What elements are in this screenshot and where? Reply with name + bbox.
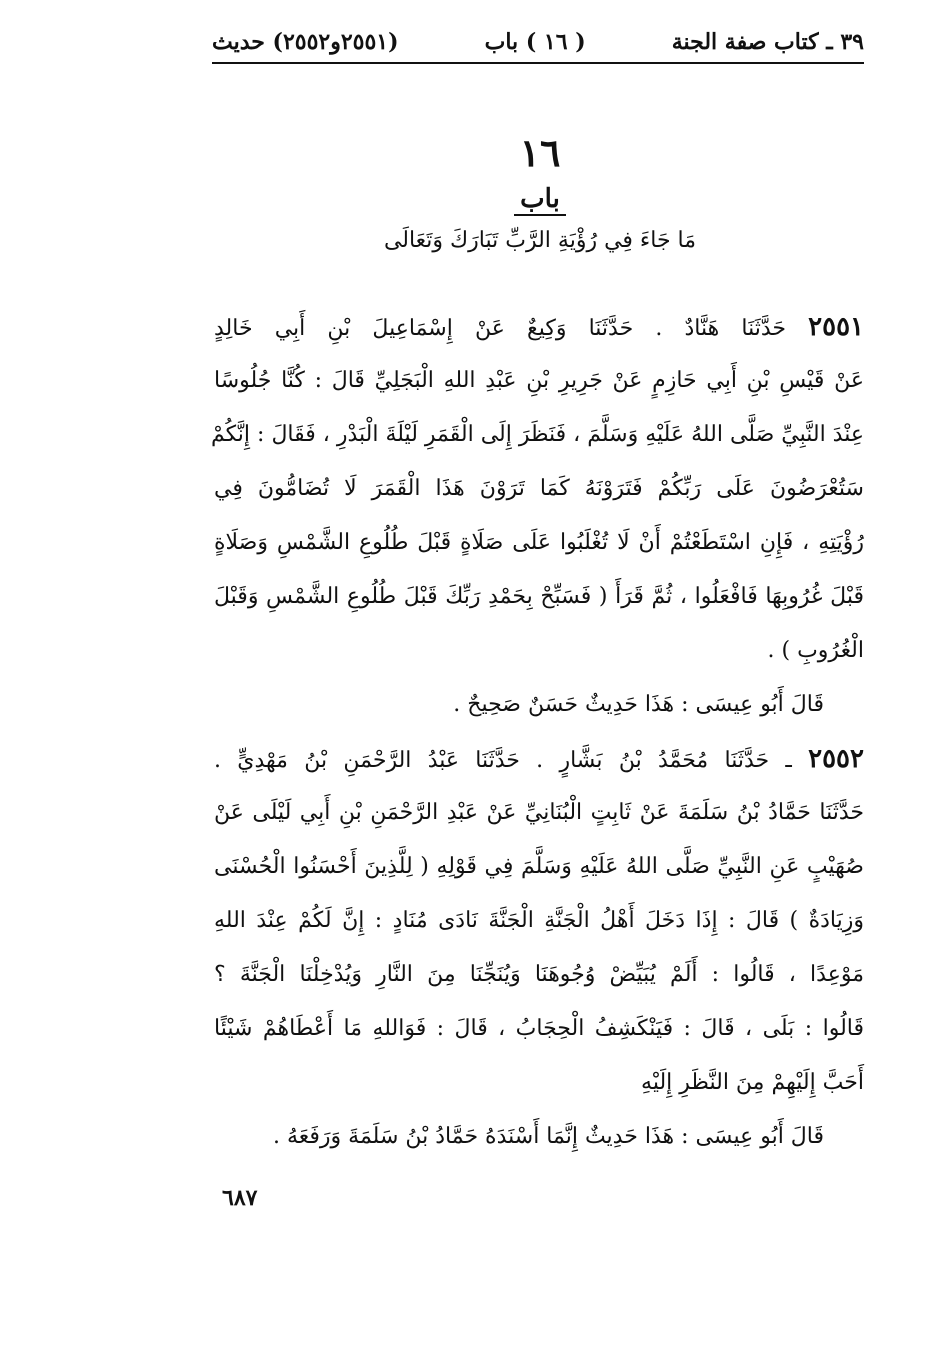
hadith-line: مَوْعِدًا ، قَالُوا : أَلَمْ يُبَيِّضْ وُجُوهَنَا وَيُنَجِّنَا مِنَ النَّارِ وَيُدْخِلْنَا الْجَنَّةَ ؟: [214, 962, 864, 987]
hadith-number: ٢٥٥٢: [808, 744, 864, 774]
hadith-line: صُهَيْبٍ عَنِ النَّبِيِّ صَلَّى اللهُ عَلَيْهِ وَسَلَّمَ فِي قَوْلِهِ ( لِلَّذِينَ أَحْسَنُوا الْحُسْنَى: [214, 854, 864, 879]
running-head-book: ٣٩ ـ كتاب صفة الجنة: [671, 29, 864, 55]
hadith-line: وَزِيَادَةٌ ) قَالَ : إِذَا دَخَلَ أَهْلُ الْجَنَّةِ الْجَنَّةَ نَادَى مُنَادٍ : إِنَّ لَكُمْ عِنْدَ اللهِ: [214, 908, 864, 933]
header-rule: [212, 62, 864, 64]
hadith-text: حَدَّثَنَا هَنَّادٌ . حَدَّثَنَا وَكِيعٌ عَنْ إِسْمَاعِيلَ بْنِ أَبِي خَالِدٍ: [214, 316, 786, 341]
running-head-hadith-range: (٢٥٥١و٢٥٥٢) حديث: [212, 29, 399, 55]
hadith-line: حَدَّثَنَا حَمَّادُ بْنُ سَلَمَةَ عَنْ ثَابِتٍ الْبُنَانِيِّ عَنْ عَبْدِ الرَّحْمَنِ بْنِ أَبِي لَيْلَى عَنْ: [214, 800, 864, 825]
hadith-grading-note: قَالَ أَبُو عِيسَى : هَذَا حَدِيثٌ حَسَنٌ صَحِيحٌ .: [453, 692, 824, 717]
hadith-line: أَحَبَّ إِلَيْهِمْ مِنَ النَّظَرِ إِلَيْهِ: [641, 1070, 864, 1095]
hadith-line: قَبْلَ غُرُوبِهَا فَافْعَلُوا ، ثُمَّ قَرَأَ ( فَسَبِّحْ بِحَمْدِ رَبِّكَ قَبْلَ طُلُوعِ الشَّمْسِ وَقَبْلَ: [214, 584, 864, 609]
chapter-label-text: باب: [514, 184, 566, 216]
hadith-line: رُؤْيَتِهِ ، فَإِنِ اسْتَطَعْتُمْ أَنْ لَا تُغْلَبُوا عَلَى صَلَاةٍ قَبْلَ طُلُوعِ الشَّمْسِ وَصَلَاةٍ: [214, 530, 864, 555]
chapter-label: [0, 184, 940, 214]
hadith-2551: [211, 300, 865, 732]
hadith-line: سَتُعْرَضُونَ عَلَى رَبِّكُمْ فَتَرَوْنَهُ كَمَا تَرَوْنَ هَذَا الْقَمَرَ لَا تُضَامُّونَ فِي: [214, 476, 864, 501]
page-number: ٦٨٧: [222, 1185, 258, 1211]
hadith-line: [214, 732, 864, 786]
hadith-line: عَنْ قَيْسِ بْنِ أَبِي حَازِمٍ عَنْ جَرِيرِ بْنِ عَبْدِ اللهِ الْبَجَلِيِّ قَالَ : كُنَّا جُلُوسًا: [214, 368, 864, 393]
hadith-grading-note: قَالَ أَبُو عِيسَى : هَذَا حَدِيثٌ إِنَّمَا أَسْنَدَهُ حَمَّادُ بْنُ سَلَمَةَ وَرَفَعَهُ .: [273, 1124, 824, 1149]
hadith-text: ـ حَدَّثَنَا مُحَمَّدُ بْنُ بَشَّارٍ . حَدَّثَنَا عَبْدُ الرَّحْمَنِ بْنُ مَهْدِيٍّ .: [214, 748, 792, 773]
hadith-number: ٢٥٥١: [808, 312, 865, 342]
hadith-2552: [214, 732, 864, 1164]
hadith-line: [214, 300, 864, 354]
chapter-number: ١٦: [519, 130, 561, 175]
hadith-line: عِنْدَ النَّبِيِّ صَلَّى اللهُ عَلَيْهِ وَسَلَّمَ ، فَنَظَرَ إِلَى الْقَمَرِ لَيْلَةَ الْبَدْرِ ، فَقَالَ : إِنَّكُمْ: [211, 422, 864, 447]
running-head: [212, 24, 864, 60]
hadith-line: قَالُوا : بَلَى ، قَالَ : فَيَنْكَشِفُ الْحِجَابُ ، قَالَ : فَوَاللهِ مَا أَعْطَاهُمْ شَيْئًا: [214, 1016, 864, 1041]
chapter-title: مَا جَاءَ فِي رُؤْيَةِ الرَّبِّ تَبَارَكَ وَتَعَالَى: [383, 228, 697, 253]
running-head-chapter: ( ١٦ ) باب: [484, 29, 586, 55]
hadith-line: الْغُرُوبِ ) .: [767, 638, 864, 663]
